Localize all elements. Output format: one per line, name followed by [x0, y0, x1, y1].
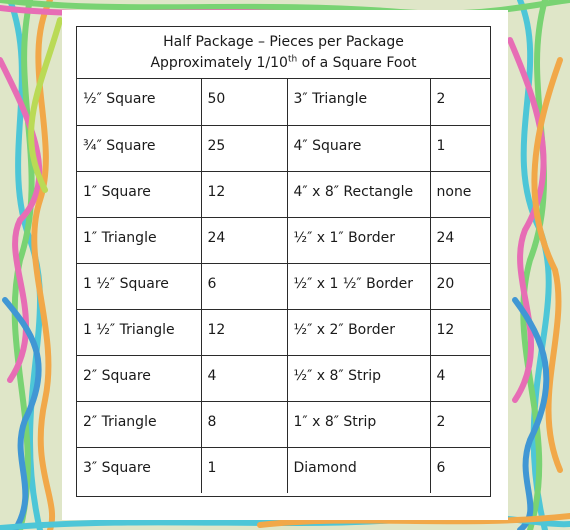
piece-count: 20: [430, 263, 490, 309]
table-row: [77, 401, 490, 447]
table-row: [77, 355, 490, 401]
piece-name: ¾″ Square: [77, 125, 201, 171]
table-row: [77, 263, 490, 309]
piece-count: 2: [430, 401, 490, 447]
piece-name: 1″ x 8″ Strip: [287, 401, 430, 447]
piece-name: ½″ Square: [77, 79, 201, 125]
piece-name: 4″ x 8″ Rectangle: [287, 171, 430, 217]
piece-count: 1: [201, 447, 287, 493]
piece-name: ½″ x 1″ Border: [287, 217, 430, 263]
piece-count: 6: [436, 459, 446, 476]
piece-count: 24: [201, 217, 287, 263]
piece-count: 12: [430, 309, 490, 355]
title-line-1: Half Package – Pieces per Package: [163, 34, 404, 50]
table-row: [77, 79, 490, 125]
piece-count: 24: [430, 217, 490, 263]
piece-name: 1″ Square: [77, 171, 201, 217]
piece-count: 6: [201, 263, 287, 309]
table-row: [77, 171, 490, 217]
table-title: [77, 27, 490, 79]
piece-count: 4: [430, 355, 490, 401]
piece-count: 25: [201, 125, 287, 171]
piece-name: 2″ Square: [77, 355, 201, 401]
title-line-2: Approximately 1/10th of a Square Foot: [150, 54, 417, 71]
piece-name: ½″ x 8″ Strip: [287, 355, 430, 401]
piece-name: 3″ Triangle: [287, 79, 430, 125]
piece-count: 4: [201, 355, 287, 401]
piece-count: 12: [201, 171, 287, 217]
piece-count: 50: [201, 79, 287, 125]
piece-name: 3″ Square: [77, 447, 201, 493]
piece-count: none: [430, 171, 490, 217]
piece-name: 1 ½″ Triangle: [77, 309, 201, 355]
table-row: [77, 309, 490, 355]
piece-count: 2: [430, 79, 490, 125]
piece-name: ½″ x 2″ Border: [287, 309, 430, 355]
table-row: [77, 447, 490, 493]
piece-name: 1″ Triangle: [77, 217, 201, 263]
piece-name: 2″ Triangle: [77, 401, 201, 447]
piece-count: 8: [201, 401, 287, 447]
table-row: [77, 217, 490, 263]
pieces-table-panel: [76, 26, 491, 497]
piece-count: 1: [430, 125, 490, 171]
piece-count: 12: [201, 309, 287, 355]
piece-name: Diamond: [287, 447, 430, 493]
piece-name: 1 ½″ Square: [77, 263, 201, 309]
pieces-table: [77, 79, 490, 493]
piece-name: 4″ Square: [287, 125, 430, 171]
table-row: [77, 125, 490, 171]
piece-name: ½″ x 1 ½″ Border: [287, 263, 430, 309]
